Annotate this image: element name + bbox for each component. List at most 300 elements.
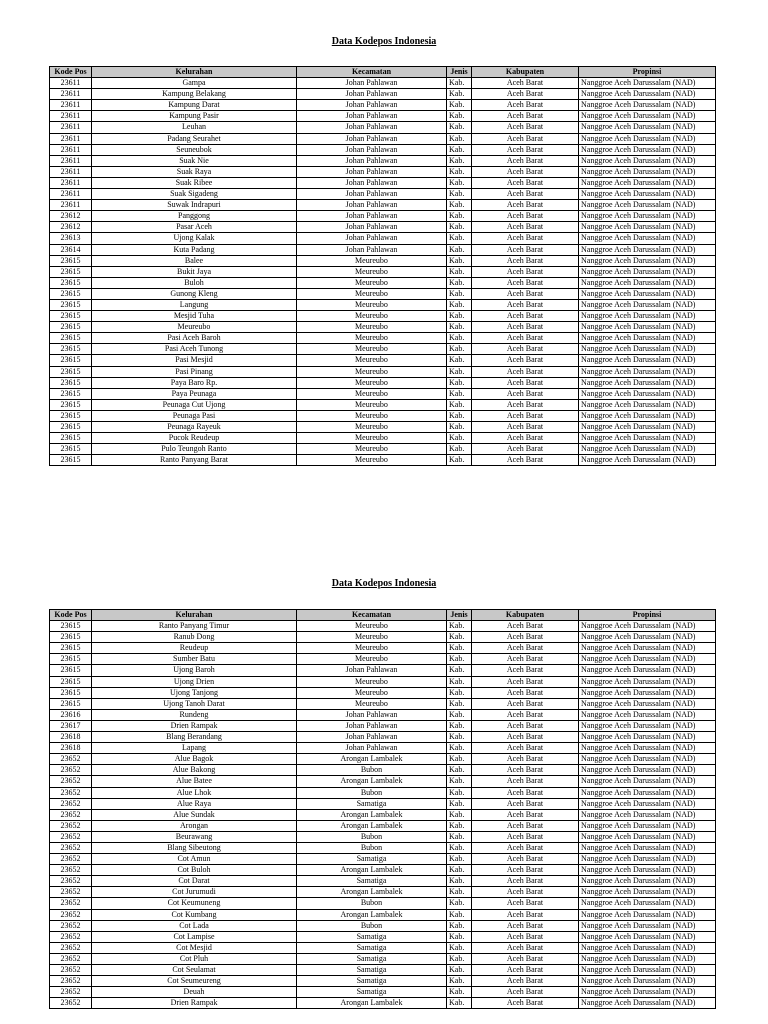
propinsi-cell: Nanggroe Aceh Darussalam (NAD) — [579, 211, 716, 222]
kabupaten-cell: Aceh Barat — [472, 965, 579, 976]
kabupaten-cell: Aceh Barat — [472, 444, 579, 455]
propinsi-cell: Nanggroe Aceh Darussalam (NAD) — [579, 720, 716, 731]
jenis-cell: Kab. — [447, 355, 472, 366]
kelurahan-cell: Cot Kumbang — [92, 909, 297, 920]
jenis-cell: Kab. — [447, 111, 472, 122]
jenis-cell: Kab. — [447, 211, 472, 222]
kecamatan-cell: Samatiga — [297, 854, 447, 865]
propinsi-cell: Nanggroe Aceh Darussalam (NAD) — [579, 743, 716, 754]
kecamatan-cell: Meureubo — [297, 455, 447, 466]
kode-pos-cell: 23615 — [50, 399, 92, 410]
kelurahan-cell: Cot Lampise — [92, 931, 297, 942]
kelurahan-cell: Cot Seumeureng — [92, 976, 297, 987]
kelurahan-cell: Drien Rampak — [92, 998, 297, 1009]
kabupaten-cell: Aceh Barat — [472, 698, 579, 709]
kabupaten-cell: Aceh Barat — [472, 122, 579, 133]
table-row — [50, 200, 716, 211]
propinsi-cell: Nanggroe Aceh Darussalam (NAD) — [579, 809, 716, 820]
jenis-cell: Kab. — [447, 333, 472, 344]
table-row — [50, 355, 716, 366]
jenis-cell: Kab. — [447, 920, 472, 931]
kecamatan-cell: Meureubo — [297, 643, 447, 654]
kelurahan-cell: Arongan — [92, 820, 297, 831]
kode-pos-cell: 23615 — [50, 654, 92, 665]
kelurahan-cell: Pucok Reudeup — [92, 433, 297, 444]
kode-pos-cell: 23652 — [50, 898, 92, 909]
kelurahan-cell: Ujong Tanoh Darat — [92, 698, 297, 709]
kecamatan-cell: Meureubo — [297, 344, 447, 355]
kelurahan-cell: Bukit Jaya — [92, 266, 297, 277]
propinsi-cell: Nanggroe Aceh Darussalam (NAD) — [579, 898, 716, 909]
kelurahan-cell: Kampung Pasir — [92, 111, 297, 122]
table-row — [50, 222, 716, 233]
kecamatan-cell: Meureubo — [297, 444, 447, 455]
kabupaten-cell: Aceh Barat — [472, 776, 579, 787]
kode-pos-cell: 23652 — [50, 865, 92, 876]
jenis-cell: Kab. — [447, 322, 472, 333]
kecamatan-cell: Meureubo — [297, 355, 447, 366]
kabupaten-cell: Aceh Barat — [472, 621, 579, 632]
propinsi-cell: Nanggroe Aceh Darussalam (NAD) — [579, 100, 716, 111]
kode-pos-cell: 23615 — [50, 388, 92, 399]
kode-pos-cell: 23652 — [50, 820, 92, 831]
kode-pos-cell: 23611 — [50, 133, 92, 144]
jenis-cell: Kab. — [447, 743, 472, 754]
propinsi-cell: Nanggroe Aceh Darussalam (NAD) — [579, 831, 716, 842]
kecamatan-cell: Meureubo — [297, 388, 447, 399]
kode-pos-cell: 23615 — [50, 621, 92, 632]
kelurahan-cell: Sumber Batu — [92, 654, 297, 665]
kelurahan-cell: Leuhan — [92, 122, 297, 133]
table-row — [50, 78, 716, 89]
kode-pos-cell: 23615 — [50, 444, 92, 455]
kecamatan-cell: Meureubo — [297, 399, 447, 410]
kabupaten-cell: Aceh Barat — [472, 732, 579, 743]
propinsi-cell: Nanggroe Aceh Darussalam (NAD) — [579, 366, 716, 377]
kecamatan-cell: Johan Pahlawan — [297, 743, 447, 754]
kelurahan-cell: Blang Sibeutong — [92, 842, 297, 853]
table-row — [50, 311, 716, 322]
table-row — [50, 787, 716, 798]
table-row — [50, 433, 716, 444]
table-row — [50, 399, 716, 410]
kabupaten-cell: Aceh Barat — [472, 942, 579, 953]
kode-pos-cell: 23611 — [50, 111, 92, 122]
jenis-cell: Kab. — [447, 166, 472, 177]
kode-pos-cell: 23652 — [50, 754, 92, 765]
kabupaten-cell: Aceh Barat — [472, 455, 579, 466]
kode-pos-cell: 23611 — [50, 177, 92, 188]
propinsi-cell: Nanggroe Aceh Darussalam (NAD) — [579, 765, 716, 776]
propinsi-cell: Nanggroe Aceh Darussalam (NAD) — [579, 987, 716, 998]
table-row — [50, 621, 716, 632]
kabupaten-cell: Aceh Barat — [472, 676, 579, 687]
propinsi-cell: Nanggroe Aceh Darussalam (NAD) — [579, 732, 716, 743]
propinsi-cell: Nanggroe Aceh Darussalam (NAD) — [579, 976, 716, 987]
propinsi-cell: Nanggroe Aceh Darussalam (NAD) — [579, 654, 716, 665]
table-row — [50, 366, 716, 377]
jenis-cell: Kab. — [447, 177, 472, 188]
propinsi-cell: Nanggroe Aceh Darussalam (NAD) — [579, 842, 716, 853]
kode-pos-cell: 23652 — [50, 842, 92, 853]
jenis-cell: Kab. — [447, 976, 472, 987]
kecamatan-cell: Meureubo — [297, 632, 447, 643]
kabupaten-cell: Aceh Barat — [472, 266, 579, 277]
jenis-cell: Kab. — [447, 931, 472, 942]
kode-pos-cell: 23615 — [50, 311, 92, 322]
jenis-cell: Kab. — [447, 89, 472, 100]
header-kabupaten: Kabupaten — [472, 67, 579, 78]
table-row — [50, 122, 716, 133]
kode-pos-cell: 23615 — [50, 266, 92, 277]
jenis-cell: Kab. — [447, 765, 472, 776]
kode-pos-cell: 23615 — [50, 355, 92, 366]
kelurahan-cell: Langung — [92, 299, 297, 310]
propinsi-cell: Nanggroe Aceh Darussalam (NAD) — [579, 455, 716, 466]
kelurahan-cell: Pasi Pinang — [92, 366, 297, 377]
header-kode-pos: Kode Pos — [50, 610, 92, 621]
kabupaten-cell: Aceh Barat — [472, 887, 579, 898]
kabupaten-cell: Aceh Barat — [472, 865, 579, 876]
table-row — [50, 687, 716, 698]
table-row — [50, 255, 716, 266]
table-row — [50, 322, 716, 333]
propinsi-cell: Nanggroe Aceh Darussalam (NAD) — [579, 754, 716, 765]
jenis-cell: Kab. — [447, 820, 472, 831]
table-row — [50, 377, 716, 388]
kode-pos-cell: 23614 — [50, 244, 92, 255]
propinsi-cell: Nanggroe Aceh Darussalam (NAD) — [579, 333, 716, 344]
kelurahan-cell: Cot Pluh — [92, 953, 297, 964]
kode-pos-cell: 23618 — [50, 732, 92, 743]
kelurahan-cell: Ranto Panyang Timur — [92, 621, 297, 632]
propinsi-cell: Nanggroe Aceh Darussalam (NAD) — [579, 965, 716, 976]
kode-pos-cell: 23652 — [50, 965, 92, 976]
kabupaten-cell: Aceh Barat — [472, 311, 579, 322]
table-row — [50, 444, 716, 455]
table-row — [50, 643, 716, 654]
table-row — [50, 133, 716, 144]
table-row — [50, 410, 716, 421]
kelurahan-cell: Buloh — [92, 277, 297, 288]
header-kecamatan: Kecamatan — [297, 67, 447, 78]
propinsi-cell: Nanggroe Aceh Darussalam (NAD) — [579, 377, 716, 388]
kecamatan-cell: Meureubo — [297, 322, 447, 333]
kode-pos-cell: 23615 — [50, 299, 92, 310]
kelurahan-cell: Cot Seulamat — [92, 965, 297, 976]
jenis-cell: Kab. — [447, 266, 472, 277]
propinsi-cell: Nanggroe Aceh Darussalam (NAD) — [579, 344, 716, 355]
kecamatan-cell: Johan Pahlawan — [297, 233, 447, 244]
header-propinsi: Propinsi — [579, 67, 716, 78]
table-row — [50, 388, 716, 399]
header-kode-pos: Kode Pos — [50, 67, 92, 78]
kecamatan-cell: Samatiga — [297, 987, 447, 998]
kecamatan-cell: Johan Pahlawan — [297, 732, 447, 743]
kecamatan-cell: Johan Pahlawan — [297, 78, 447, 89]
jenis-cell: Kab. — [447, 965, 472, 976]
kode-pos-cell: 23611 — [50, 166, 92, 177]
jenis-cell: Kab. — [447, 621, 472, 632]
propinsi-cell: Nanggroe Aceh Darussalam (NAD) — [579, 942, 716, 953]
jenis-cell: Kab. — [447, 687, 472, 698]
kelurahan-cell: Suwak Indrapuri — [92, 200, 297, 211]
kode-pos-cell: 23615 — [50, 377, 92, 388]
kelurahan-cell: Seuneubok — [92, 144, 297, 155]
kelurahan-cell: Gunong Kleng — [92, 288, 297, 299]
kabupaten-cell: Aceh Barat — [472, 743, 579, 754]
table-row — [50, 776, 716, 787]
table-row — [50, 100, 716, 111]
jenis-cell: Kab. — [447, 410, 472, 421]
kode-pos-cell: 23652 — [50, 931, 92, 942]
table-row — [50, 89, 716, 100]
kecamatan-cell: Meureubo — [297, 366, 447, 377]
kabupaten-cell: Aceh Barat — [472, 344, 579, 355]
kelurahan-cell: Alue Bakong — [92, 765, 297, 776]
kode-pos-cell: 23616 — [50, 709, 92, 720]
kelurahan-cell: Cot Mesjid — [92, 942, 297, 953]
propinsi-cell: Nanggroe Aceh Darussalam (NAD) — [579, 89, 716, 100]
kelurahan-cell: Cot Keumuneng — [92, 898, 297, 909]
kode-pos-cell: 23615 — [50, 322, 92, 333]
propinsi-cell: Nanggroe Aceh Darussalam (NAD) — [579, 433, 716, 444]
table-row — [50, 942, 716, 953]
kecamatan-cell: Johan Pahlawan — [297, 189, 447, 200]
propinsi-cell: Nanggroe Aceh Darussalam (NAD) — [579, 632, 716, 643]
kelurahan-cell: Cot Jurumudi — [92, 887, 297, 898]
kelurahan-cell: Beurawang — [92, 831, 297, 842]
kecamatan-cell: Johan Pahlawan — [297, 665, 447, 676]
jenis-cell: Kab. — [447, 100, 472, 111]
propinsi-cell: Nanggroe Aceh Darussalam (NAD) — [579, 865, 716, 876]
propinsi-cell: Nanggroe Aceh Darussalam (NAD) — [579, 931, 716, 942]
header-kabupaten: Kabupaten — [472, 610, 579, 621]
page-title-2: Data Kodepos Indonesia — [331, 578, 437, 589]
table-row — [50, 344, 716, 355]
kabupaten-cell: Aceh Barat — [472, 322, 579, 333]
kecamatan-cell: Samatiga — [297, 976, 447, 987]
jenis-cell: Kab. — [447, 399, 472, 410]
kelurahan-cell: Cot Lada — [92, 920, 297, 931]
propinsi-cell: Nanggroe Aceh Darussalam (NAD) — [579, 255, 716, 266]
kode-pos-cell: 23618 — [50, 743, 92, 754]
kecamatan-cell: Johan Pahlawan — [297, 200, 447, 211]
jenis-cell: Kab. — [447, 155, 472, 166]
table-row — [50, 931, 716, 942]
kabupaten-cell: Aceh Barat — [472, 998, 579, 1009]
kecamatan-cell: Johan Pahlawan — [297, 100, 447, 111]
kabupaten-cell: Aceh Barat — [472, 100, 579, 111]
kode-pos-cell: 23615 — [50, 333, 92, 344]
kelurahan-cell: Pasi Mesjid — [92, 355, 297, 366]
kabupaten-cell: Aceh Barat — [472, 654, 579, 665]
table-row — [50, 887, 716, 898]
kecamatan-cell: Meureubo — [297, 433, 447, 444]
jenis-cell: Kab. — [447, 798, 472, 809]
propinsi-cell: Nanggroe Aceh Darussalam (NAD) — [579, 288, 716, 299]
jenis-cell: Kab. — [447, 754, 472, 765]
kecamatan-cell: Arongan Lambalek — [297, 820, 447, 831]
kabupaten-cell: Aceh Barat — [472, 133, 579, 144]
kecamatan-cell: Meureubo — [297, 255, 447, 266]
propinsi-cell: Nanggroe Aceh Darussalam (NAD) — [579, 200, 716, 211]
kecamatan-cell: Meureubo — [297, 299, 447, 310]
jenis-cell: Kab. — [447, 433, 472, 444]
kelurahan-cell: Peunaga Pasi — [92, 410, 297, 421]
jenis-cell: Kab. — [447, 311, 472, 322]
kecamatan-cell: Samatiga — [297, 798, 447, 809]
table-row — [50, 965, 716, 976]
kode-pos-cell: 23652 — [50, 776, 92, 787]
kode-pos-cell: 23615 — [50, 455, 92, 466]
kecamatan-cell: Meureubo — [297, 687, 447, 698]
kode-pos-cell: 23612 — [50, 211, 92, 222]
jenis-cell: Kab. — [447, 787, 472, 798]
kabupaten-cell: Aceh Barat — [472, 422, 579, 433]
jenis-cell: Kab. — [447, 133, 472, 144]
table-row — [50, 998, 716, 1009]
propinsi-cell: Nanggroe Aceh Darussalam (NAD) — [579, 155, 716, 166]
propinsi-cell: Nanggroe Aceh Darussalam (NAD) — [579, 876, 716, 887]
kode-pos-cell: 23611 — [50, 89, 92, 100]
propinsi-cell: Nanggroe Aceh Darussalam (NAD) — [579, 787, 716, 798]
table-row — [50, 632, 716, 643]
kode-pos-cell: 23615 — [50, 255, 92, 266]
kabupaten-cell: Aceh Barat — [472, 288, 579, 299]
propinsi-cell: Nanggroe Aceh Darussalam (NAD) — [579, 687, 716, 698]
propinsi-cell: Nanggroe Aceh Darussalam (NAD) — [579, 299, 716, 310]
kelurahan-cell: Suak Nie — [92, 155, 297, 166]
kode-pos-cell: 23652 — [50, 976, 92, 987]
kabupaten-cell: Aceh Barat — [472, 909, 579, 920]
kecamatan-cell: Johan Pahlawan — [297, 122, 447, 133]
kabupaten-cell: Aceh Barat — [472, 277, 579, 288]
kelurahan-cell: Peunaga Rayeuk — [92, 422, 297, 433]
kelurahan-cell: Pasar Aceh — [92, 222, 297, 233]
jenis-cell: Kab. — [447, 255, 472, 266]
kode-pos-cell: 23652 — [50, 798, 92, 809]
table-header-row — [50, 67, 716, 78]
propinsi-cell: Nanggroe Aceh Darussalam (NAD) — [579, 709, 716, 720]
kabupaten-cell: Aceh Barat — [472, 720, 579, 731]
header-kelurahan: Kelurahan — [92, 610, 297, 621]
kabupaten-cell: Aceh Barat — [472, 410, 579, 421]
jenis-cell: Kab. — [447, 720, 472, 731]
kelurahan-cell: Gampa — [92, 78, 297, 89]
table-row — [50, 111, 716, 122]
propinsi-cell: Nanggroe Aceh Darussalam (NAD) — [579, 177, 716, 188]
kecamatan-cell: Johan Pahlawan — [297, 133, 447, 144]
kabupaten-cell: Aceh Barat — [472, 155, 579, 166]
kode-pos-cell: 23652 — [50, 854, 92, 865]
postal-code-table-2 — [49, 609, 716, 1009]
kelurahan-cell: Suak Raya — [92, 166, 297, 177]
kecamatan-cell: Johan Pahlawan — [297, 709, 447, 720]
jenis-cell: Kab. — [447, 909, 472, 920]
kelurahan-cell: Ranub Dong — [92, 632, 297, 643]
kelurahan-cell: Reudeup — [92, 643, 297, 654]
kelurahan-cell: Ujong Kalak — [92, 233, 297, 244]
kode-pos-cell: 23615 — [50, 665, 92, 676]
kode-pos-cell: 23611 — [50, 189, 92, 200]
kabupaten-cell: Aceh Barat — [472, 643, 579, 654]
kabupaten-cell: Aceh Barat — [472, 632, 579, 643]
kabupaten-cell: Aceh Barat — [472, 166, 579, 177]
jenis-cell: Kab. — [447, 831, 472, 842]
kabupaten-cell: Aceh Barat — [472, 144, 579, 155]
table-row — [50, 698, 716, 709]
kabupaten-cell: Aceh Barat — [472, 433, 579, 444]
kecamatan-cell: Johan Pahlawan — [297, 166, 447, 177]
kelurahan-cell: Alue Batee — [92, 776, 297, 787]
kecamatan-cell: Bubon — [297, 842, 447, 853]
kelurahan-cell: Alue Raya — [92, 798, 297, 809]
kelurahan-cell: Peunaga Cut Ujong — [92, 399, 297, 410]
table-row — [50, 754, 716, 765]
kecamatan-cell: Arongan Lambalek — [297, 887, 447, 898]
kelurahan-cell: Deuah — [92, 987, 297, 998]
kecamatan-cell: Meureubo — [297, 698, 447, 709]
kode-pos-cell: 23613 — [50, 233, 92, 244]
kabupaten-cell: Aceh Barat — [472, 876, 579, 887]
kode-pos-cell: 23652 — [50, 920, 92, 931]
kelurahan-cell: Padang Seurahet — [92, 133, 297, 144]
jenis-cell: Kab. — [447, 222, 472, 233]
propinsi-cell: Nanggroe Aceh Darussalam (NAD) — [579, 676, 716, 687]
table-row — [50, 233, 716, 244]
propinsi-cell: Nanggroe Aceh Darussalam (NAD) — [579, 399, 716, 410]
table-row — [50, 953, 716, 964]
header-propinsi: Propinsi — [579, 610, 716, 621]
propinsi-cell: Nanggroe Aceh Darussalam (NAD) — [579, 133, 716, 144]
postal-code-table-1 — [49, 66, 716, 466]
kabupaten-cell: Aceh Barat — [472, 78, 579, 89]
kode-pos-cell: 23615 — [50, 643, 92, 654]
kabupaten-cell: Aceh Barat — [472, 200, 579, 211]
table-row — [50, 909, 716, 920]
jenis-cell: Kab. — [447, 698, 472, 709]
kode-pos-cell: 23615 — [50, 277, 92, 288]
jenis-cell: Kab. — [447, 709, 472, 720]
table-row — [50, 798, 716, 809]
jenis-cell: Kab. — [447, 776, 472, 787]
jenis-cell: Kab. — [447, 388, 472, 399]
jenis-cell: Kab. — [447, 78, 472, 89]
table-row — [50, 654, 716, 665]
kelurahan-cell: Panggong — [92, 211, 297, 222]
kecamatan-cell: Johan Pahlawan — [297, 244, 447, 255]
kode-pos-cell: 23615 — [50, 422, 92, 433]
propinsi-cell: Nanggroe Aceh Darussalam (NAD) — [579, 776, 716, 787]
table-row — [50, 854, 716, 865]
table-row — [50, 211, 716, 222]
kabupaten-cell: Aceh Barat — [472, 177, 579, 188]
propinsi-cell: Nanggroe Aceh Darussalam (NAD) — [579, 122, 716, 133]
table-row — [50, 732, 716, 743]
table-row — [50, 166, 716, 177]
propinsi-cell: Nanggroe Aceh Darussalam (NAD) — [579, 665, 716, 676]
table-row — [50, 976, 716, 987]
kabupaten-cell: Aceh Barat — [472, 333, 579, 344]
jenis-cell: Kab. — [447, 842, 472, 853]
kecamatan-cell: Johan Pahlawan — [297, 177, 447, 188]
table-row — [50, 244, 716, 255]
jenis-cell: Kab. — [447, 189, 472, 200]
table-row — [50, 842, 716, 853]
kelurahan-cell: Kampung Belakang — [92, 89, 297, 100]
propinsi-cell: Nanggroe Aceh Darussalam (NAD) — [579, 244, 716, 255]
